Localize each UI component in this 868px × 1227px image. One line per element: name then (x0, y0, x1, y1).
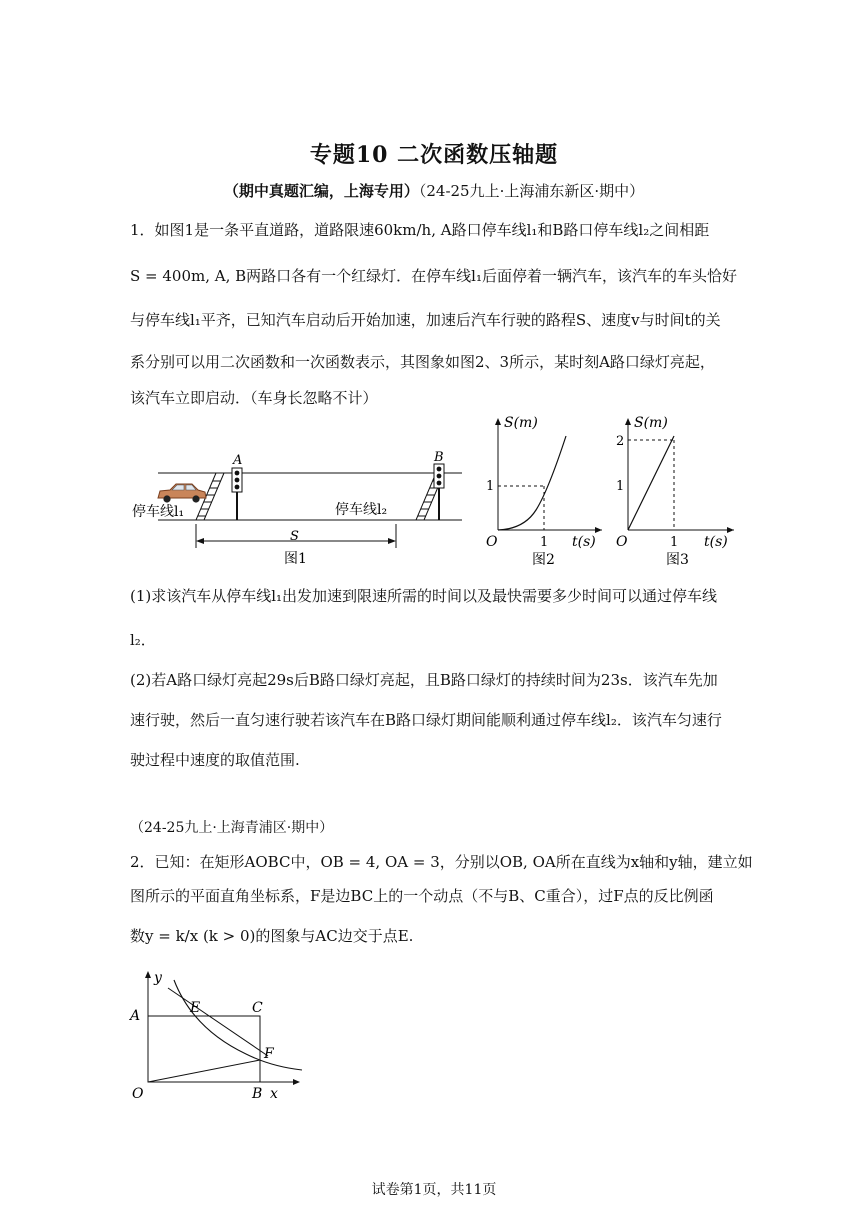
fig2-origin: O (486, 534, 498, 550)
fig3-tick-y2: 2 (616, 434, 625, 449)
fig2-ylabel: S(m) (504, 415, 538, 431)
fig1-label-l1: 停车线l₁ (132, 504, 185, 520)
q2-line-3: 数y = k/x (k > 0)的图象与AC边交于点E. (130, 927, 414, 945)
fig-q2-label-C: C (252, 1000, 263, 1016)
fig-q2-label-O: O (132, 1086, 144, 1102)
q1-line-5: 该汽车立即启动．（车身长忽略不计） (130, 389, 378, 407)
fig1-caption: 图1 (284, 551, 307, 567)
fig1-label-A: A (233, 453, 243, 468)
fig3-caption: 图3 (666, 552, 689, 568)
fig-q2-label-y: y (154, 970, 162, 986)
fig3-tick-y1: 1 (616, 479, 625, 494)
q1-line-1: 1．如图1是一条平直道路，道路限速60km/h, A路口停车线l₁和B路口停车线l₂之间相距 (130, 221, 710, 239)
car-icon (158, 484, 206, 503)
page-title: 专题10 二次函数压轴题 (309, 142, 559, 168)
fig-q2-label-E: E (190, 1000, 201, 1016)
q1-part1-line-2: l₂． (130, 631, 156, 649)
figure-2-graph (484, 412, 606, 572)
figure-q2-rectangle (126, 966, 312, 1106)
q1-part2-line-1: (2)若A路口绿灯亮起29s后B路口绿灯亮起，且B路口绿灯的持续时间为23s．该汽车先加 (130, 671, 718, 689)
q2-line-1: 2．已知：在矩形AOBC中，OB = 4, OA = 3，分别以OB, OA所在直线为x轴和y轴，建立如 (130, 853, 753, 871)
q1-part2-line-2: 速行驶，然后一直匀速行驶若该汽车在B路口绿灯期间能顺利通过停车线l₂．该汽车匀速行 (130, 711, 722, 729)
figure-3-graph (612, 412, 740, 572)
fig3-ylabel: S(m) (634, 415, 668, 431)
q1-source: （24-25九上·上海浦东新区·期中） (418, 182, 645, 200)
q1-line-3: 与停车线l₁平齐，已知汽车启动后开始加速，加速后汽车行驶的路程S、速度v与时间t的关 (130, 311, 721, 329)
fig-q2-label-A: A (130, 1008, 141, 1024)
figure-1-road (130, 440, 470, 570)
q1-part1-line-1: (1)求该汽车从停车线l₁出发加速到限速所需的时间以及最快需要多少时间可以通过停车线 (130, 587, 718, 605)
page-footer: 试卷第1页，共11页 (371, 1182, 497, 1198)
fig3-origin: O (616, 534, 628, 550)
fig1-label-S: S (290, 529, 299, 544)
fig2-tick-y1: 1 (486, 479, 495, 494)
fig2-tick-x1: 1 (540, 535, 549, 550)
q1-line-4: 系分别可以用二次函数和一次函数表示，其图象如图2、3所示，某时刻A路口绿灯亮起， (130, 353, 715, 371)
fig-q2-label-F: F (264, 1046, 274, 1062)
fig-q2-label-x: x (270, 1086, 278, 1102)
q2-line-2: 图所示的平面直角坐标系，F是边BC上的一个动点（不与B、C重合），过F点的反比例函 (130, 887, 714, 905)
fig3-tick-x1: 1 (670, 535, 679, 550)
fig3-xlabel: t(s) (704, 534, 728, 550)
fig-q2-label-B: B (252, 1086, 263, 1102)
q1-line-2: S = 400m, A, B两路口各有一个红绿灯．在停车线l₁后面停着一辆汽车，该汽车的车头恰好 (130, 267, 737, 285)
q1-part2-line-3: 驶过程中速度的取值范围. (130, 751, 300, 769)
fig2-caption: 图2 (532, 552, 555, 568)
fig1-label-B: B (434, 450, 444, 465)
subtitle (0, 180, 868, 201)
q2-source: （24-25九上·上海青浦区·期中） (130, 820, 334, 836)
fig2-xlabel: t(s) (572, 534, 596, 550)
subtitle-tag: （期中真题汇编，上海专用） (223, 182, 419, 200)
fig1-label-l2: 停车线l₂ (335, 502, 388, 518)
